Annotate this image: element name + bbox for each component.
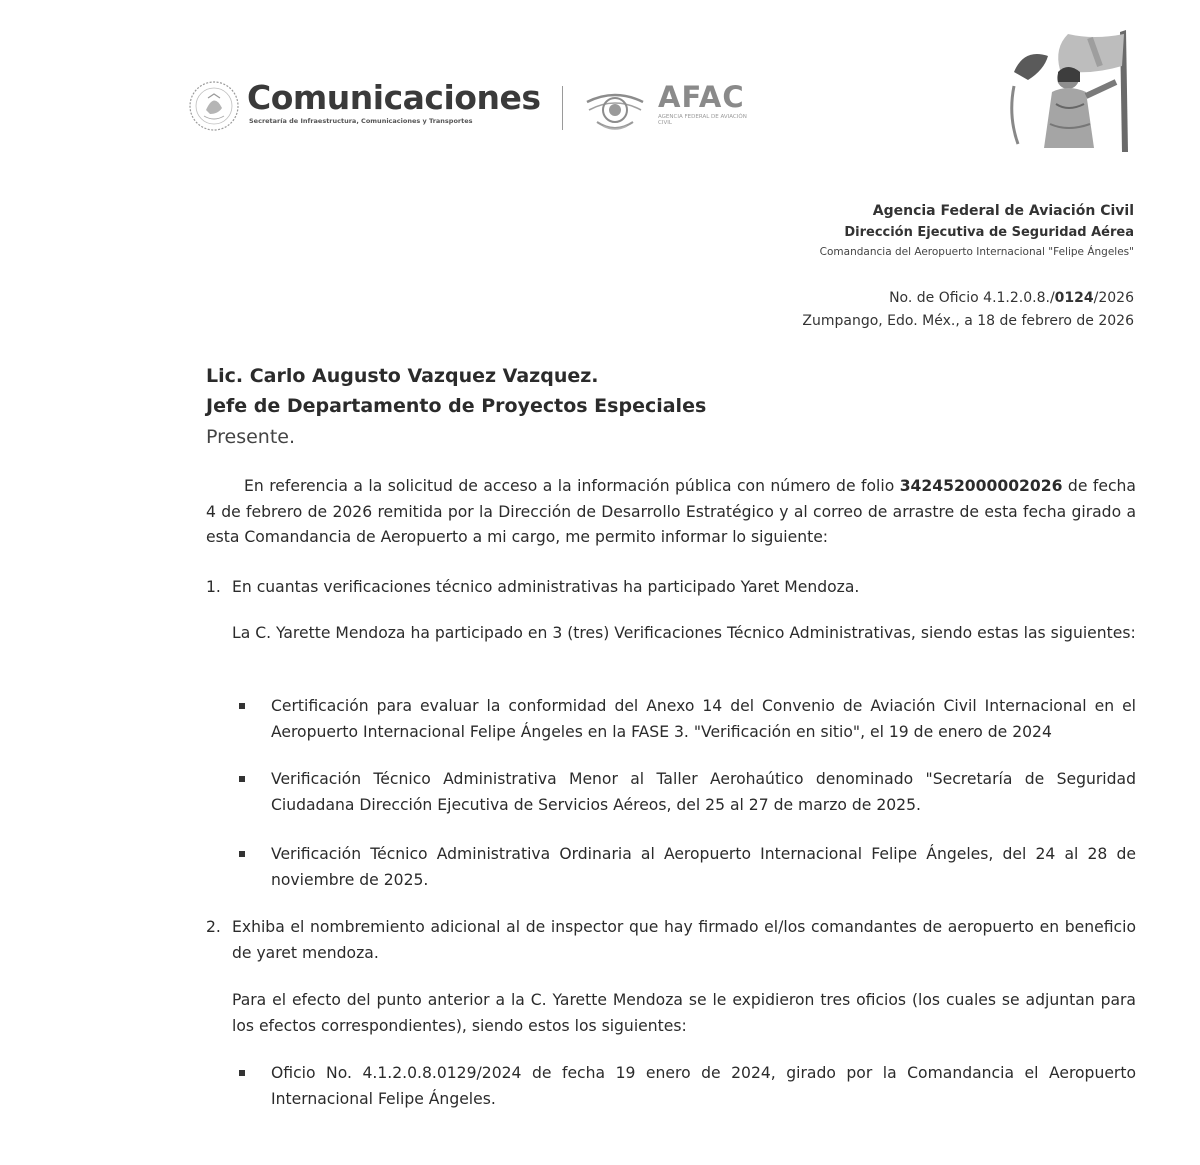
header-divider: [562, 86, 563, 130]
bullet-icon: [239, 1070, 245, 1076]
oficio-number: [889, 290, 1134, 306]
item-1-number: 1.: [206, 578, 221, 596]
afac-wordmark: AFAC: [658, 80, 745, 114]
afac-subtitle: AGENCIA FEDERAL DE AVIACIÓN CIVIL: [658, 114, 747, 126]
addressee-title: Jefe de Departamento de Proyectos Especiales: [206, 395, 707, 417]
afac-emblem-icon: [583, 80, 647, 136]
sender-comandancia: Comandancia del Aeropuerto Internacional "Felipe Ángeles": [819, 246, 1134, 258]
oficio-number-bold: 0124: [1054, 290, 1094, 306]
place-date: Zumpango, Edo. Méx., a 18 de febrero de 2026: [802, 313, 1134, 329]
sender-direccion: Dirección Ejecutiva de Seguridad Aérea: [844, 225, 1134, 240]
item-1-bullet-2: Verificación Técnico Administrativa Menor al Taller Aerohaútico denominado "Secretaría de Seguridad Ciudadana Dirección Ejecutiva de Servicios Aéreos, del 25 al 27 de marzo de 2025.: [271, 770, 1136, 814]
item-1-bullet-1: Certificación para evaluar la conformidad del Anexo 14 del Convenio de Aviación Civil Internacional en el Aeropuerto Internacional Felipe Ángeles en la FASE 3. "Verificación en sitio", el 19 de enero de 2024: [271, 697, 1136, 741]
brand-subtitle: Secretaría de Infraestructura, Comunicaciones y Transportes: [249, 117, 473, 125]
addressee-name: Lic. Carlo Augusto Vazquez Vazquez.: [206, 365, 599, 387]
sender-organization: Agencia Federal de Aviación Civil: [872, 203, 1134, 219]
oficio-prefix: No. de Oficio 4.1.2.0.8./: [889, 290, 1055, 306]
item-1-question: En cuantas verificaciones técnico administrativas ha participado Yaret Mendoza.: [232, 578, 860, 596]
intro-paragraph: [206, 474, 1136, 551]
bullet-icon: [239, 776, 245, 782]
item-2-answer: Para el efecto del punto anterior a la C. Yarette Mendoza se le expidieron tres oficios (los cuales se adjuntan para los efectos correspondientes), siendo estos los siguientes:: [232, 991, 1136, 1035]
intro-after: de fecha 4 de febrero de 2026 remitida por la Dirección de Desarrollo Estratégico y al correo de arrastre de esta fecha girado a esta Comandancia de Aeropuerto a mi cargo, me permito informar lo siguiente:: [206, 477, 1136, 546]
intro-before: En referencia a la solicitud de acceso a la información pública con número de folio: [244, 477, 900, 495]
coat-of-arms-seal-icon: [188, 78, 240, 134]
item-2-bullet-1: Oficio No. 4.1.2.0.8.0129/2024 de fecha 19 enero de 2024, girado por la Comandancia el Aeropuerto Internacional Felipe Ángeles.: [271, 1064, 1136, 1108]
brand-name: Comunicaciones: [247, 78, 541, 117]
bullet-icon: [239, 851, 245, 857]
item-1-answer: La C. Yarette Mendoza ha participado en 3 (tres) Verificaciones Técnico Administrativas, siendo estas las siguientes:: [232, 624, 1136, 642]
folio-number: 342452000002026: [899, 477, 1063, 495]
item-2-number: 2.: [206, 918, 221, 936]
heroine-flag-illustration-icon: [1004, 26, 1138, 154]
item-2-question: Exhiba el nombremiento adicional al de inspector que hay firmado el/los comandantes de aeropuerto en beneficio de yaret mendoza.: [232, 918, 1136, 962]
item-1-bullet-3: Verificación Técnico Administrativa Ordinaria al Aeropuerto Internacional Felipe Ángeles, del 24 al 28 de noviembre de 2025.: [271, 845, 1136, 889]
oficio-suffix: /2026: [1093, 290, 1134, 306]
addressee-greeting: Presente.: [206, 426, 296, 448]
bullet-icon: [239, 703, 245, 709]
